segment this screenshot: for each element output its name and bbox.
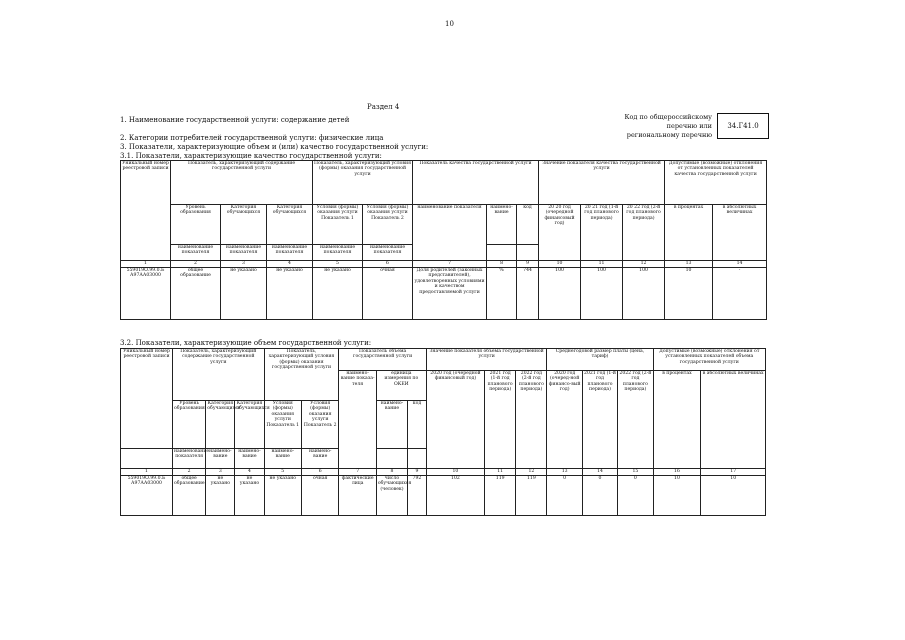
col-cond1: Условия (формы) оказания услуги Показатель 1	[264, 401, 301, 449]
col-unit: единица измерения по ОКЕИ	[376, 371, 426, 401]
col-num: 17	[701, 469, 766, 476]
section-title: Раздел 4	[367, 103, 400, 111]
col-y2021: 2021 год (1-й год планового периода)	[485, 371, 516, 469]
cell-level: общее образование	[171, 268, 221, 320]
col-cat2: Категория обучающихся	[235, 401, 264, 449]
cell-cat2: не указано	[267, 268, 313, 320]
col-cat1: Категория обучающихся	[206, 401, 235, 449]
col-y2021: 20 21 год (1-й год планового периода)	[581, 205, 623, 261]
table-row	[121, 268, 767, 320]
cell-v2021: 100	[581, 268, 623, 320]
code-label: Код по общероссийскому перечню или региональному перечню	[624, 113, 712, 139]
cell-v2020: 102	[426, 476, 484, 516]
col-quality: Показатель качества государственной услуги	[413, 161, 539, 205]
cell-v2020: 100	[539, 268, 581, 320]
col-unit-name: наимено-вание	[487, 205, 517, 245]
col-unit-code: код	[408, 401, 427, 449]
col-num: 9	[517, 261, 539, 268]
col-name-ind: наимено-вание	[235, 449, 264, 469]
quality-table	[120, 160, 767, 320]
col-num: 4	[267, 261, 313, 268]
col-y2020: 20 20 год (очередной финансовый год)	[539, 205, 581, 261]
col-content: Показатель, характеризующий содержание государственной услуги	[171, 161, 313, 205]
code-box: 34.Г41.0	[717, 113, 769, 139]
col-unit-blank	[376, 449, 407, 469]
col-unit-blank	[487, 245, 517, 261]
col-name-ind: наимено-вание	[264, 449, 301, 469]
col-percent: в процентах	[653, 371, 701, 469]
cell-cat2: не указано	[235, 476, 264, 516]
col-cat1: Категория обучающихся	[221, 205, 267, 245]
col-name-ind: наимено-вание	[301, 449, 338, 469]
cell-indicator: фактические лица	[339, 476, 376, 516]
col-cond2: Условия (формы) оказания услуги Показатель 2	[363, 205, 413, 245]
col-content: Показатель, характеризующий содержание государственной услуги	[173, 349, 265, 401]
col-registry: Уникальный номер реестровой записи	[121, 349, 173, 449]
col-cond1: Условия (формы) оказания услуги Показатель 1	[313, 205, 363, 245]
col-num: 3	[206, 469, 235, 476]
cell-cond1: не указано	[313, 268, 363, 320]
col-num: 7	[413, 261, 487, 268]
col-values: Значение показателя качества государственной услуги	[539, 161, 665, 205]
cell-registry: 559019О.99.0.Б А97АА03000	[121, 476, 173, 516]
cell-v2022: 100	[623, 268, 665, 320]
col-num: 8	[487, 261, 517, 268]
cell-code: 792	[408, 476, 427, 516]
col-fee: Среднегодовой размер платы (цена, тариф)	[547, 349, 653, 371]
col-num: 14	[713, 261, 767, 268]
col-registry-blank	[121, 449, 173, 469]
col-num: 6	[363, 261, 413, 268]
col-name-ind: наименование показателя	[313, 245, 363, 261]
col-conditions: Показатель, характеризующий условия (формы) оказания государственной услуги	[313, 161, 413, 205]
table-row	[121, 476, 766, 516]
cell-pct: 10	[653, 476, 701, 516]
col-num: 13	[665, 261, 713, 268]
col-num: 11	[485, 469, 516, 476]
col-name-ind: наимено-вание	[206, 449, 235, 469]
col-conditions: Показатель, характеризующий условия (формы) оказания государственной услуги	[264, 349, 339, 401]
col-name-ind: наименование показателя	[221, 245, 267, 261]
col-unit-blank	[408, 449, 427, 469]
col-num: 12	[623, 261, 665, 268]
cell-unit: число обучающихся (человек)	[376, 476, 407, 516]
cell-v2021: 119	[485, 476, 516, 516]
col-num: 11	[581, 261, 623, 268]
col-num: 9	[408, 469, 427, 476]
cell-abs: 10	[701, 476, 766, 516]
col-num: 5	[264, 469, 301, 476]
col-num: 14	[582, 469, 617, 476]
col-volume: Показатель объема государственной услуги	[339, 349, 426, 371]
col-num: 10	[426, 469, 484, 476]
col-percent: в процентах	[665, 205, 713, 261]
cell-code: 744	[517, 268, 539, 320]
cell-cond2: очная	[363, 268, 413, 320]
col-level: Уровень образования	[171, 205, 221, 245]
col-f2022: 2022 год (2-й год планового периода)	[618, 371, 653, 469]
cell-level: общее образование	[173, 476, 206, 516]
col-absolute: в абсолютных величинах	[701, 371, 766, 469]
col-num: 2	[173, 469, 206, 476]
col-num: 3	[221, 261, 267, 268]
cell-registry: 559019О.99.0.Б А97АА03000	[121, 268, 171, 320]
col-f2021: 2021 год (1-й год планового периода)	[582, 371, 617, 469]
col-num: 6	[301, 469, 338, 476]
col-num: 4	[235, 469, 264, 476]
col-cond2: Условия (формы) оказания услуги Показатель 2	[301, 401, 338, 449]
col-absolute: в абсолютных величинах	[713, 205, 767, 261]
cell-unit: %	[487, 268, 517, 320]
col-level: Уровень образования	[173, 401, 206, 449]
col-unit-blank	[517, 245, 539, 261]
col-y2022: 2022 год (2-й год планового периода)	[516, 371, 547, 469]
cell-cond1: не указано	[264, 476, 301, 516]
col-num: 2	[171, 261, 221, 268]
col-y2020: 2020 год (очередной финансовый год)	[426, 371, 484, 469]
col-values: Значение показателя объема государственной услуги	[426, 349, 547, 371]
cell-f2022: 0	[618, 476, 653, 516]
col-num: 16	[653, 469, 701, 476]
col-num: 7	[339, 469, 376, 476]
quality-heading: 3.1. Показатели, характеризующие качество государственной услуги:	[120, 152, 382, 160]
col-num: 15	[618, 469, 653, 476]
col-num: 10	[539, 261, 581, 268]
cell-abs: -	[713, 268, 767, 320]
col-name-ind: наименование показателя	[267, 245, 313, 261]
cell-cond2: очная	[301, 476, 338, 516]
col-y2022: 20 22 год (2-й год планового периода)	[623, 205, 665, 261]
col-unit-code: код	[517, 205, 539, 245]
col-deviation: Допустимые (возможные) отклонения от установленных показателей объема государственной услуги	[653, 349, 765, 371]
cell-pct: 10	[665, 268, 713, 320]
col-cat2: Категория обучающихся	[267, 205, 313, 245]
cell-v2022: 119	[516, 476, 547, 516]
cell-f2020: 0	[547, 476, 582, 516]
col-name-ind: наименование показателя	[171, 245, 221, 261]
col-num: 8	[376, 469, 407, 476]
col-num: 13	[547, 469, 582, 476]
service-name: 1. Наименование государственной услуги: содержание детей	[120, 116, 350, 124]
col-num: 1	[121, 261, 171, 268]
volume-table	[120, 348, 766, 516]
volume-heading: 3.2. Показатели, характеризующие объем государственной услуги:	[120, 339, 372, 347]
consumer-category: 2. Категории потребителей государственной услуги: физические лица	[120, 134, 384, 142]
indicators-heading: 3. Показатели, характеризующие объем и (или) качество государственной услуги:	[120, 143, 429, 151]
col-ind-name: наимено-вание показа-теля	[339, 371, 376, 469]
cell-indicator: Доля родителей (законных представителей), удовлетворенных условиями и качеством предоставляемой услуги	[413, 268, 487, 320]
col-unit-name: наимено-вание	[376, 401, 407, 449]
cell-cat1: не указано	[221, 268, 267, 320]
page-number: 10	[445, 20, 454, 28]
col-num: 1	[121, 469, 173, 476]
col-num: 5	[313, 261, 363, 268]
col-f2020: 2020 год (очеред-ной финансо-вый год)	[547, 371, 582, 469]
col-registry: Уникальный номер реестровой записи	[121, 161, 171, 261]
cell-f2021: 0	[582, 476, 617, 516]
col-name-ind: наименование показателя	[173, 449, 206, 469]
col-num: 12	[516, 469, 547, 476]
col-name-ind: наименование показателя	[363, 245, 413, 261]
col-deviation: Допустимые (возможные) отклонения от установленных показателей качества государственной услуги	[665, 161, 767, 205]
col-ind-name: наименование показателя	[413, 205, 487, 261]
cell-cat1: не указано	[206, 476, 235, 516]
